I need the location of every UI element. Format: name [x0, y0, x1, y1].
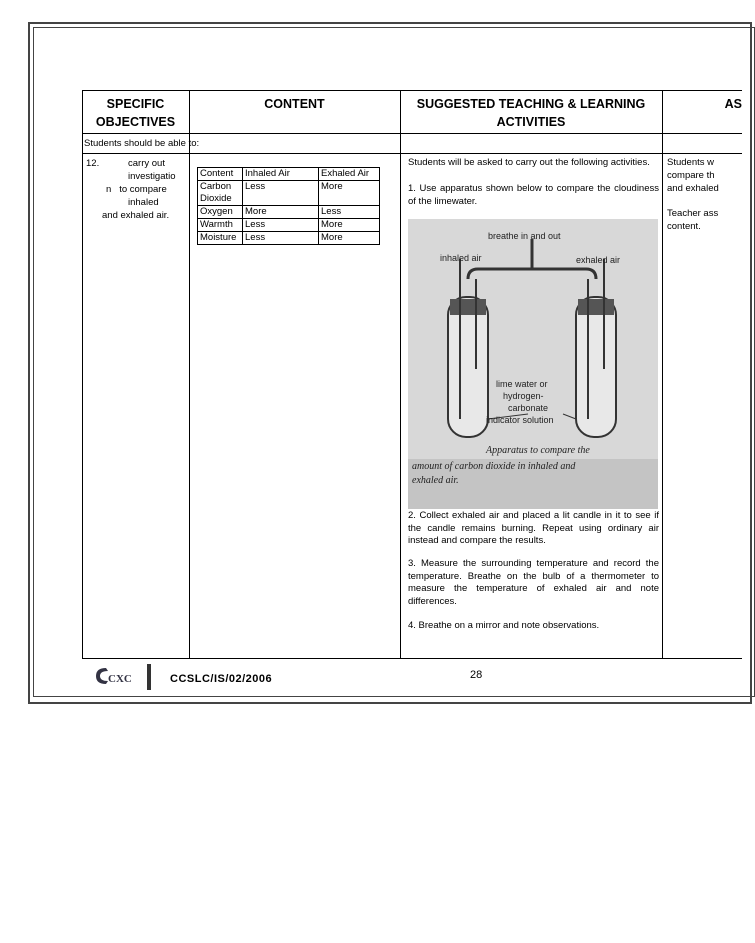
- photo-label: carbonate: [508, 403, 549, 413]
- table-bottom-border: [82, 658, 742, 659]
- activity-3: 3. Measure the surrounding temperature and record the temperature. Breathe on the bulb of a thermometer to measure the temperature of exhaled air and note differences.: [408, 558, 659, 607]
- objective-number: 12.: [86, 158, 100, 169]
- activity-2: 2. Collect exhaled air and placed a lit candle in it to see if the candle remains burning. Repeat using ordinary air instead and compare the results.: [408, 510, 659, 546]
- activity-4: 4. Breathe on a mirror and note observations.: [408, 620, 600, 631]
- col-border-2: [400, 90, 401, 658]
- table-row: [198, 232, 380, 245]
- table-cell: More: [319, 219, 380, 232]
- table-top-border: [82, 90, 742, 91]
- assessment-line: Teacher ass: [667, 208, 719, 219]
- activities-intro: Students will be asked to carry out the following activities.: [408, 157, 650, 168]
- assessment-line: content.: [667, 221, 701, 232]
- table-cell: Carbon Dioxide: [198, 181, 243, 206]
- syllabus-table: [82, 90, 742, 658]
- photo-label: exhaled air: [576, 255, 621, 265]
- table-cell: Less: [319, 206, 380, 219]
- photo-caption: exhaled air.: [412, 475, 459, 486]
- photo-label: hydrogen-: [503, 391, 544, 401]
- col-border-0: [82, 90, 83, 658]
- table-cell: More: [319, 181, 380, 206]
- table-cell: Oxygen: [198, 206, 243, 219]
- col-border-1: [189, 90, 190, 658]
- page-number: 28: [470, 669, 483, 681]
- table-cell: Less: [243, 181, 319, 206]
- intro-text: Students should be able to:: [84, 138, 200, 149]
- photo-label: inhaled air: [440, 253, 482, 263]
- col-border-3: [662, 90, 663, 658]
- cxc-logo: [92, 665, 132, 687]
- objective-line: inhaled: [128, 197, 159, 208]
- assessment-line: and exhaled: [667, 183, 719, 194]
- table-header-cell: Exhaled Air: [319, 168, 380, 181]
- footer-divider: [147, 664, 151, 690]
- table-cell: Warmth: [198, 219, 243, 232]
- table-cell: Moisture: [198, 232, 243, 245]
- objective-line: investigatio: [128, 171, 176, 182]
- table-row: [198, 206, 380, 219]
- intro-bottom-border: [82, 153, 742, 154]
- assessment-line: Students w: [667, 157, 714, 168]
- table-cell: Less: [243, 219, 319, 232]
- table-row: [198, 219, 380, 232]
- table-header-cell: Inhaled Air: [243, 168, 319, 181]
- header-specific-objectives: SPECIFIC OBJECTIVES: [95, 97, 176, 129]
- content-comparison-table: [197, 167, 380, 245]
- apparatus-photo: [408, 219, 658, 509]
- header-content: CONTENT: [264, 97, 325, 111]
- photo-label: indicator solution: [486, 415, 554, 425]
- svg-text:CXC: CXC: [108, 673, 132, 685]
- table-row: [198, 168, 380, 181]
- header-bottom-border: [82, 133, 742, 134]
- document-code: CCSLC/IS/02/2006: [170, 673, 273, 685]
- photo-label: lime water or: [496, 379, 548, 389]
- header-activities: SUGGESTED TEACHING & LEARNING ACTIVITIES: [416, 97, 646, 129]
- objective-line: and exhaled air.: [102, 210, 170, 221]
- table-cell: Less: [243, 232, 319, 245]
- photo-label: breathe in and out: [488, 231, 561, 241]
- table-cell: More: [243, 206, 319, 219]
- table-cell: More: [319, 232, 380, 245]
- objective-line: carry out: [128, 158, 165, 169]
- header-assessment: AS: [724, 97, 742, 111]
- apparatus-diagram: [408, 219, 658, 509]
- table-header-cell: Content: [198, 168, 243, 181]
- photo-caption: amount of carbon dioxide in inhaled and: [412, 461, 576, 472]
- activity-1: 1. Use apparatus shown below to compare the cloudiness of the limewater.: [408, 183, 659, 207]
- table-row: [198, 181, 380, 206]
- objective-line: n to compare: [106, 184, 167, 195]
- assessment-line: compare th: [667, 170, 715, 181]
- photo-caption: Apparatus to compare the: [486, 445, 590, 456]
